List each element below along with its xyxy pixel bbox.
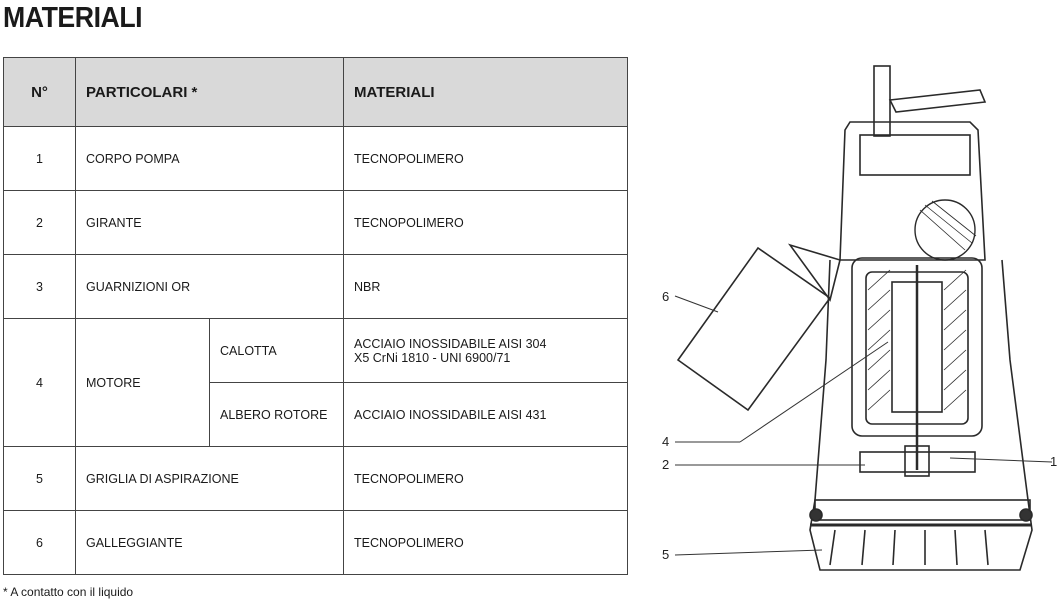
table-row [4, 255, 628, 319]
material-line: ACCIAIO INOSSIDABILE AISI 304 [354, 336, 547, 351]
row-part: MOTORE [76, 319, 210, 447]
header-part: PARTICOLARI * [76, 58, 344, 127]
footnote: * A contatto con il liquido [3, 585, 134, 599]
row-number: 2 [4, 191, 76, 255]
row-material: TECNOPOLIMERO [344, 127, 628, 191]
row-subpart: ALBERO ROTORE [210, 383, 344, 447]
row-material: TECNOPOLIMERO [344, 511, 628, 575]
row-material: NBR [344, 255, 628, 319]
callout-label: 1 [1050, 454, 1058, 469]
callout-label: 4 [662, 434, 670, 449]
row-number: 6 [4, 511, 76, 575]
row-number: 4 [4, 319, 76, 447]
motor-cap [840, 122, 985, 260]
row-part: GALLEGGIANTE [76, 511, 344, 575]
pump-cross-section-diagram [640, 60, 1058, 580]
callout-label: 2 [662, 457, 670, 472]
row-part: CORPO POMPA [76, 127, 344, 191]
suction-grid [810, 500, 1032, 565]
table-row [4, 447, 628, 511]
table-row [4, 511, 628, 575]
row-material: ACCIAIO INOSSIDABILE AISI 431 [344, 383, 628, 447]
row-number: 3 [4, 255, 76, 319]
row-number: 1 [4, 127, 76, 191]
row-number: 5 [4, 447, 76, 511]
table-row [4, 191, 628, 255]
header-material: MATERIALI [344, 58, 628, 127]
header-number: N° [4, 58, 76, 127]
materials-table [3, 57, 628, 575]
row-part: GIRANTE [76, 191, 344, 255]
outlet-pipe [874, 66, 890, 136]
row-material: TECNOPOLIMERO [344, 447, 628, 511]
handle [890, 90, 985, 112]
row-part: GUARNIZIONI OR [76, 255, 344, 319]
page-title: MATERIALI [3, 2, 143, 34]
row-material: TECNOPOLIMERO [344, 191, 628, 255]
callout-label: 5 [662, 547, 670, 562]
table-header-row [4, 58, 628, 127]
float [678, 245, 840, 410]
callout-label: 6 [662, 289, 670, 304]
material-line: X5 CrNi 1810 - UNI 6900/71 [354, 350, 511, 365]
table-row [4, 127, 628, 191]
row-material [344, 319, 628, 383]
table-row [4, 319, 628, 383]
row-subpart: CALOTTA [210, 319, 344, 383]
row-part: GRIGLIA DI ASPIRAZIONE [76, 447, 344, 511]
